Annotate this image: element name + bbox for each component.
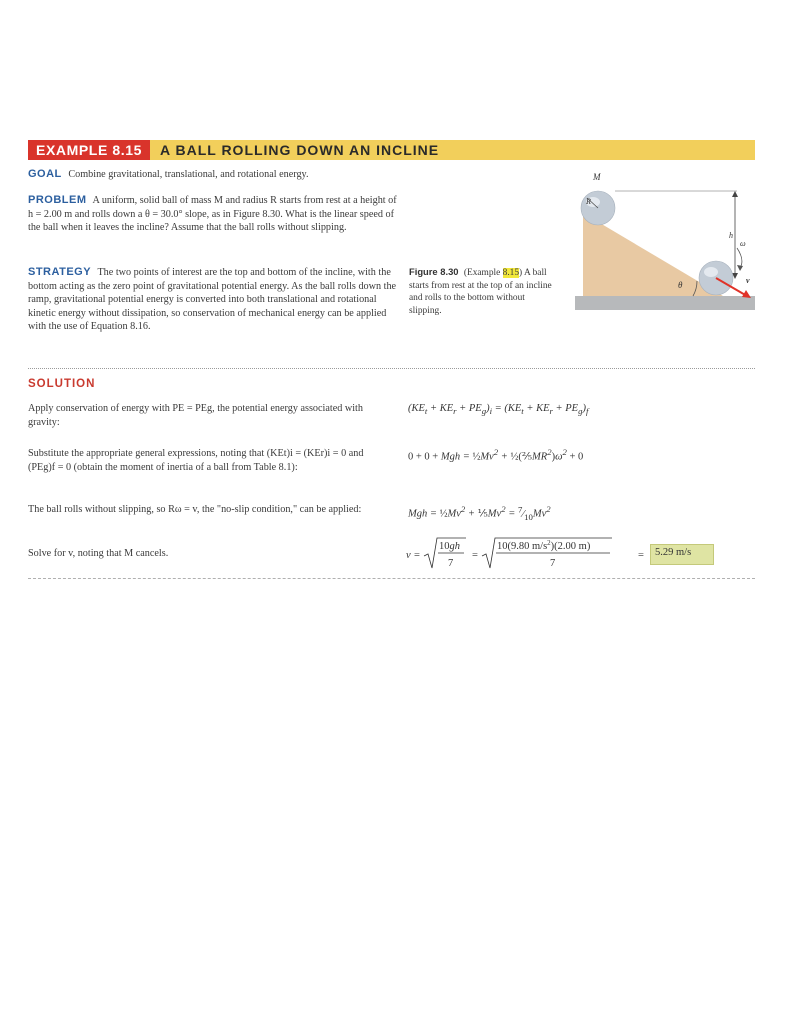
omega-label: ω [740,239,746,248]
rotation-arrowhead [737,265,743,271]
strategy-paragraph [28,266,398,334]
svg-text:10gh: 10gh [439,541,460,552]
svg-text:=: = [638,550,644,561]
incline-figure [575,168,755,318]
figure-ref-number: 8.15 [502,268,520,278]
svg-text:7: 7 [550,558,556,569]
goal-label: GOAL [28,168,62,180]
velocity-label: v [746,276,750,285]
angle-label: θ [678,280,683,290]
example-number: 8.15 [112,142,143,158]
svg-text:7: 7 [448,558,454,569]
answer-value: 5.29 m/s [655,547,692,558]
strategy-text: The two points of interest are the top and bottom of the incline, with the bottom acting as the zero point of gravitational potential energy. As the ball rolls down the ramp, gravitational potential energy is converted into both translational and rotational kinetic energy without dissipation, so conservation of mechanical energy can be applied with the use of Equation 8.16. [28,267,397,332]
figure-label: Figure 8.30 [409,266,459,277]
goal-paragraph [28,168,398,182]
height-arrow-up [732,191,738,197]
solution-label: SOLUTION [28,378,96,390]
svg-text:=: = [472,550,478,561]
height-label: h [729,231,733,240]
solution-step-3-text: The ball rolls without slipping, so Rω = v, the "no-slip condition," can be applied: [28,504,362,515]
svg-text:v: v [406,550,411,561]
section-divider [28,368,755,369]
mass-label: M [593,172,601,182]
solution-step-3-equation: Mgh = $\frac{1}{2}Mv^2$ + $\frac{1}{5}Mv^2$ = $^7⁄_{10}Mv^2$ [408,504,551,522]
ball-bottom-highlight [704,267,718,277]
solution-step-1-equation: $(KE_t + KE_r + PE_g)_i = (KE_t + KE_r + PE_g)_f$ [408,403,589,417]
problem-text: A uniform, solid ball of mass M and radius R starts from rest at a height of h = 2.00 m and rolls down a θ = 30.0° slope, as in Figure 8.30. What is the linear speed of the ball when it leaves the incline? Assume that the ball rolls without slipping. [28,195,397,233]
goal-text: Combine gravitational, translational, and rotational energy. [68,169,309,180]
rotation-arrow [737,248,742,268]
ground-surface [575,296,755,310]
figure-caption [409,266,559,317]
example-label [36,142,142,158]
solution-step-4-text: Solve for v, noting that M cancels. [28,548,169,559]
example-word: EXAMPLE [36,142,108,158]
figure-caption-text: A ball starts from rest at the top of an incline and rolls to the bottom without slipping. [409,268,552,316]
problem-label: PROBLEM [28,194,87,206]
solution-step-4-equation [404,534,650,574]
radius-label: R [586,197,591,206]
solution-step-2-text: Substitute the appropriate general expressions, noting that (KEt)i = (KEr)i = 0 and (PEg)f = 0 (obtain the moment of inertia of a ball from Table 8.1): [28,448,364,473]
solution-step-2-equation: 0 + 0 + Mgh = $\frac{1}{2}Mv^2$ + $\frac{1}{2}(\frac{2}{5}MR^2)\omega^2 + 0$ [408,447,584,463]
solution-step-1-text: Apply conservation of energy with PE = PEg, the potential energy associated with gravity: [28,403,363,428]
figure-ref-prefix: (Example [463,268,503,278]
svg-text:10(9.80 m/s2)(2.00 m): 10(9.80 $m/s^2)(2.00$ m) [497,539,591,552]
example-title: A BALL ROLLING DOWN AN INCLINE [160,142,440,158]
svg-text:=: = [414,550,420,561]
problem-paragraph [28,194,398,235]
figure-ref-suffix: ) [519,268,523,278]
strategy-label: STRATEGY [28,266,92,278]
example-bottom-divider [28,578,755,579]
